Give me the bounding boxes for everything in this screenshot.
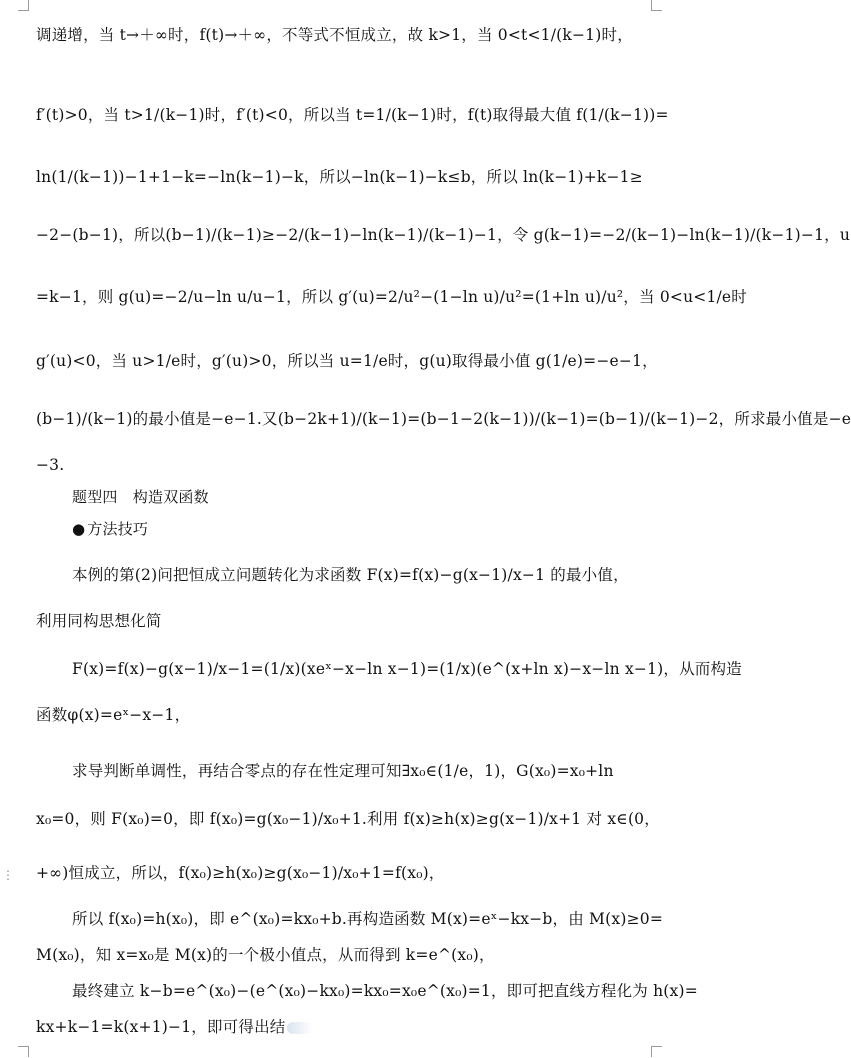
text-line-20: 最终建立 k−b=e^(x₀)−(e^(x₀)−kx₀)=kx₀=x₀e^(x₀)=1，即可把直线方程化为 h(x)= (72, 982, 698, 1000)
text-line-21 (36, 1016, 656, 1038)
crop-mark-top-left (18, 0, 29, 11)
text-line-12: 利用同构思想化简 (36, 612, 162, 630)
method-tips-label: 方法技巧 (87, 520, 149, 538)
text-line-3: ln(1/(k−1))−1+1−k=−ln(k−1)−k，所以−ln(k−1)−k≤b，所以 ln(k−1)+k−1≥ (36, 168, 643, 186)
crop-mark-bottom-left (18, 1046, 29, 1057)
text-line-4: −2−(b−1)，所以(b−1)/(k−1)≥−2/(k−1)−ln(k−1)/(k−1)−1，令 g(k−1)=−2/(k−1)−ln(k−1)/(k−1)−1，u (36, 226, 851, 244)
method-tips-heading (72, 518, 656, 540)
text-line-16: x₀=0，则 F(x₀)=0，即 f(x₀)=g(x₀−1)/x₀+1.利用 f(x)≥h(x)≥g(x−1)/x+1 对 x∈(0， (36, 810, 660, 828)
crop-mark-bottom-right (651, 1046, 662, 1057)
text-line-11: 本例的第(2)问把恒成立问题转化为求函数 F(x)=f(x)−g(x−1)/x−1 的最小值， (72, 566, 629, 584)
margin-ellipsis-icon: ⋮ (2, 868, 14, 882)
black-circle-bullet-icon: ● (72, 520, 86, 538)
text-line-17: +∞)恒成立，所以，f(x₀)≥h(x₀)≥g(x₀−1)/x₀+1=f(x₀)， (36, 864, 445, 882)
text-line-15: 求导判断单调性，再结合零点的存在性定理可知∃x₀∈(1/e，1)，G(x₀)=x₀+ln (72, 762, 614, 780)
crop-mark-top-right (651, 0, 662, 11)
text-cursor-highlight (287, 1022, 313, 1034)
text-line-21-text: kx+k−1=k(x+1)−1，即可得出结 (36, 1018, 286, 1036)
text-line-5: =k−1，则 g(u)=−2/u−ln u/u−1，所以 g′(u)=2/u²−(1−ln u)/u²=(1+ln u)/u²，当 0<u<1/e时 (36, 288, 747, 306)
text-line-19: M(x₀)，知 x=x₀是 M(x)的一个极小值点，从而得到 k=e^(x₀)， (36, 946, 495, 964)
text-line-14: 函数φ(x)=eˣ−x−1， (36, 706, 191, 724)
text-line-8: −3. (36, 456, 65, 474)
text-line-13: F(x)=f(x)−g(x−1)/x−1=(1/x)(xeˣ−x−ln x−1)=(1/x)(e^(x+ln x)−x−ln x−1)，从而构造 (72, 660, 742, 678)
text-line-7: (b−1)/(k−1)的最小值是−e−1.又(b−2k+1)/(k−1)=(b−1−2(k−1))/(k−1)=(b−1)/(k−1)−2，所求最小值是−e (36, 410, 851, 428)
text-line-2: f′(t)>0，当 t>1/(k−1)时，f′(t)<0，所以当 t=1/(k−1)时，f(t)取得最大值 f(1/(k−1))= (36, 106, 669, 124)
text-line-18: 所以 f(x₀)=h(x₀)，即 e^(x₀)=kx₀+b.再构造函数 M(x)=eˣ−kx−b，由 M(x)≥0= (72, 910, 664, 928)
text-line-6: g′(u)<0，当 u>1/e时，g′(u)>0，所以当 u=1/e时，g(u)取得最小值 g(1/e)=−e−1， (36, 352, 658, 370)
section-heading: 题型四 构造双函数 (72, 488, 209, 506)
text-line-1: 调递增，当 t→＋∞时，f(t)→＋∞，不等式不恒成立，故 k>1，当 0<t<1/(k−1)时， (36, 26, 633, 44)
